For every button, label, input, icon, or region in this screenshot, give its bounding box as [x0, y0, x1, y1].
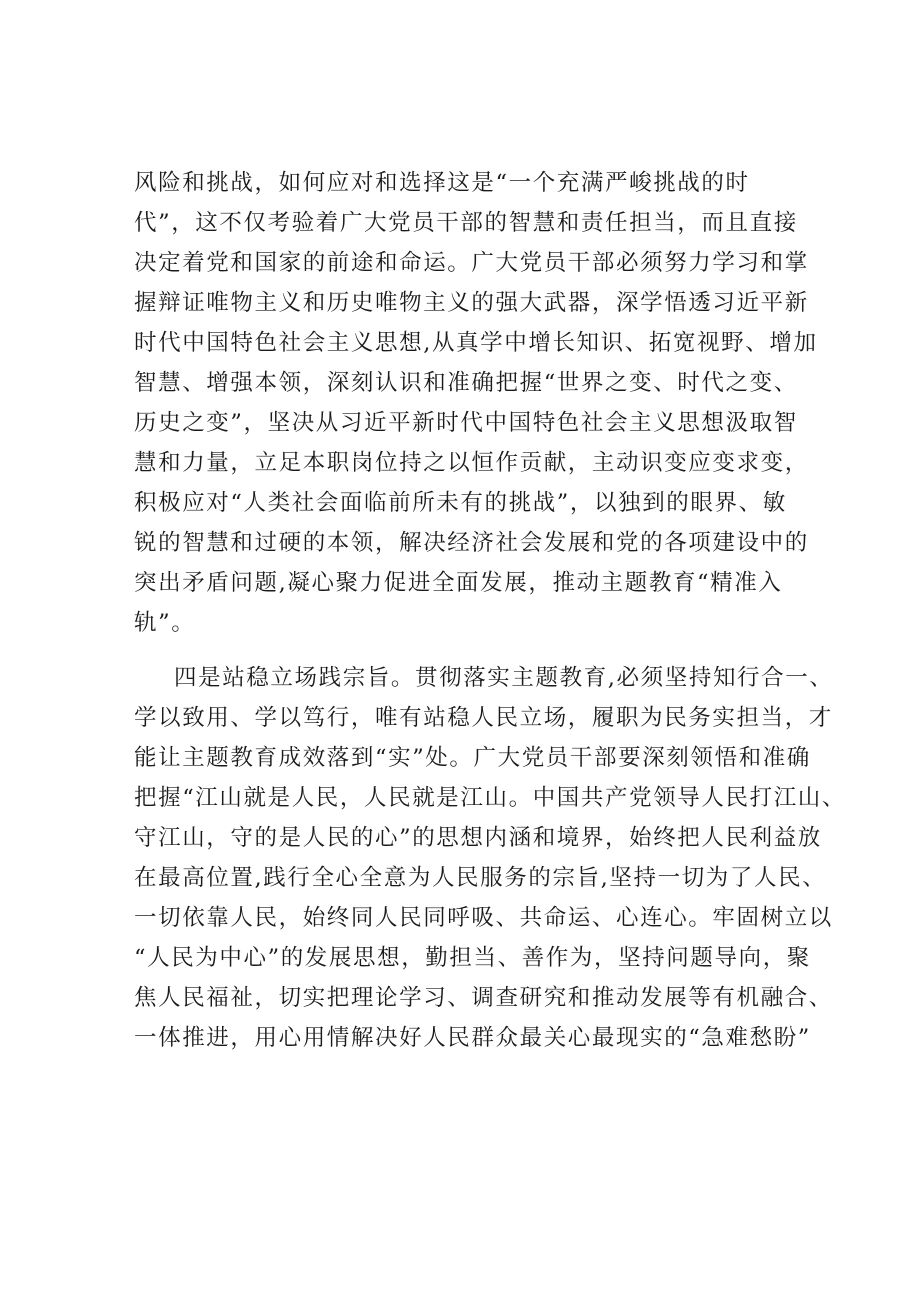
text-line: 把握“江山就是人民，人民就是江山。中国共产党领导人民打江山、: [134, 785, 847, 811]
text-line: 轨”。: [134, 610, 196, 636]
text-line: 一切依靠人民，始终同人民同呼吸、共命运、心连心。牢固树立以: [134, 905, 833, 931]
text-line: 锐的智慧和过硬的本领，解决经济社会发展和党的各项建设中的: [134, 530, 809, 556]
text-line: 在最高位置,践行全心全意为人民服务的宗旨,坚持一切为了人民、: [134, 865, 827, 891]
text-line: 智慧、增强本领，深刻认识和准确把握“世界之变、时代之变、: [134, 370, 798, 396]
text-line: 守江山，守的是人民的心”的思想内涵和境界，始终把人民利益放: [134, 825, 822, 851]
paragraph-risks-challenges: [134, 163, 824, 643]
text-line: 学以致用、学以笃行，唯有站稳人民立场，履职为民务实担当，才: [134, 705, 833, 731]
text-line: 积极应对“人类社会面临前所未有的挑战”，以独到的眼界、敏: [134, 490, 787, 516]
text-line: 握辩证唯物主义和历史唯物主义的强大武器，深学悟透习近平新: [134, 290, 809, 316]
text-line: 风险和挑战，如何应对和选择这是“一个充满严峻挑战的时: [134, 170, 750, 196]
paragraph-stand-firm-purpose: [134, 658, 847, 1058]
text-line: 代”，这不仅考验着广大党员干部的智慧和责任担当，而且直接: [134, 210, 798, 236]
body-text: [134, 163, 847, 1058]
text-line: 历史之变”，坚决从习近平新时代中国特色社会主义思想汲取智: [134, 410, 798, 436]
text-line: 时代中国特色社会主义思想,从真学中增长知识、拓宽视野、增加: [134, 330, 818, 356]
text-line: 焦人民福祉，切实把理论学习、调查研究和推动发展等有机融合、: [134, 985, 833, 1011]
text-line-indented: 四是站稳立场践宗旨。贯彻落实主题教育,必须坚持知行合一、: [174, 665, 834, 691]
text-line: 慧和力量，立足本职岗位持之以恒作贡献，主动识变应变求变，: [134, 450, 809, 476]
text-line: 一体推进，用心用情解决好人民群众最关心最现实的“急难愁盼”: [134, 1025, 811, 1051]
text-line: 能让主题教育成效落到“实”处。广大党员干部要深刻领悟和准确: [134, 745, 811, 771]
text-line: 决定着党和国家的前途和命运。广大党员干部必须努力学习和掌: [134, 250, 809, 276]
text-line: “人民为中心”的发展思想，勤担当、善作为，坚持问题导向，聚: [134, 945, 811, 971]
text-line: 突出矛盾问题,凝心聚力促进全面发展，推动主题教育“精准入: [134, 570, 783, 596]
